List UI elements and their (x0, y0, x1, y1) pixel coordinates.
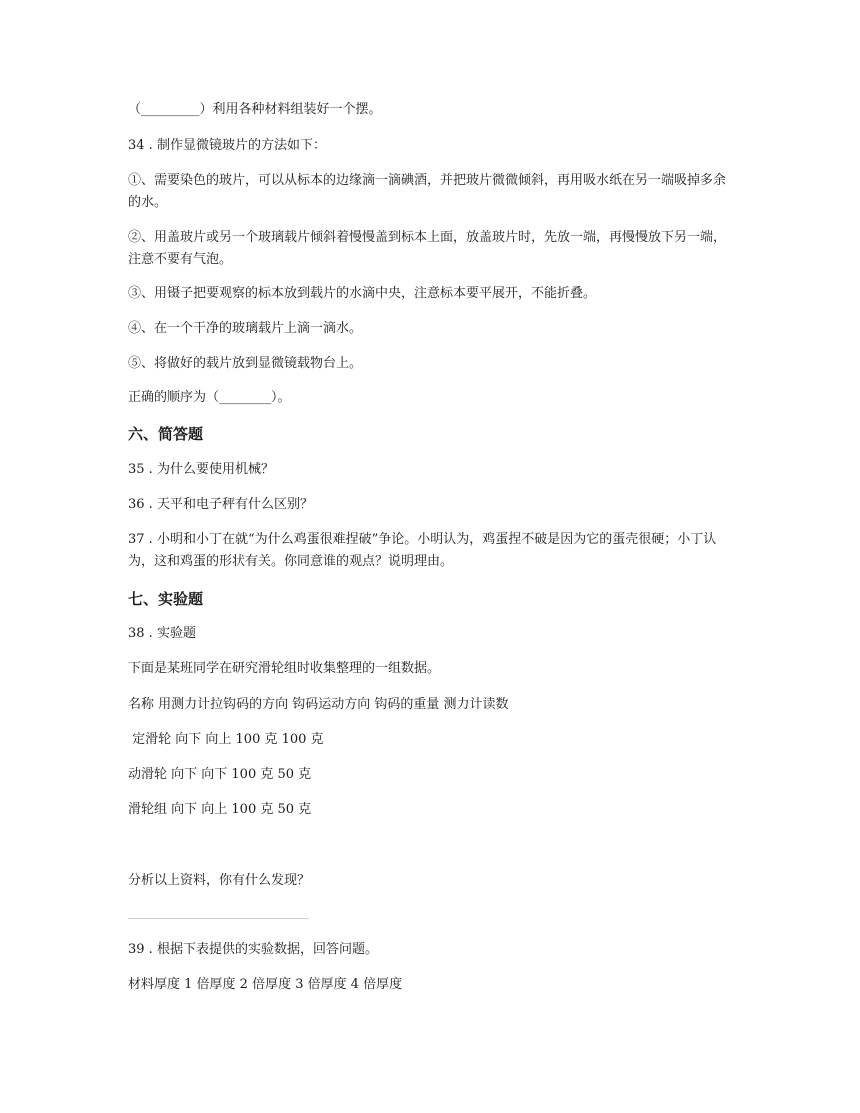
q34-step-4: ④、在一个干净的玻璃载片上滴一滴水。 (128, 321, 363, 336)
q34-step-2: ②、用盖玻片或另一个玻璃载片倾斜着慢慢盖到标本上面，放盖玻片时，先放一端，再慢慢放下另一端，注意不要有气泡。 (128, 230, 727, 267)
q37-paragraph: 37 . 小明和小丁在就“为什么鸡蛋很难捏破”争论。小明认为，鸡蛋捏不破是因为它的蛋壳很硬；小丁认为，这和鸡蛋的形状有关。你同意谁的观点？说明理由。 (128, 532, 717, 569)
q38-table-row: 定滑轮 向下 向上 100 克 100 克 (128, 732, 324, 747)
section-6-heading: 六、简答题 (128, 425, 204, 443)
answer-blank-line (128, 918, 309, 919)
q34-step-1: ①、需要染色的玻片，可以从标本的边缘滴一滴碘酒，并把玻片微微倾斜，再用吸水纸在另一端吸掉多余的水。 (128, 173, 727, 210)
q39-title: 39 . 根据下表提供的实验数据，回答问题。 (128, 942, 378, 957)
q38-table-row: 动滑轮 向下 向下 100 克 50 克 (128, 767, 312, 782)
q33-tail-line: （_________）利用各种材料组装好一个摆。 (128, 102, 382, 117)
q38-intro: 下面是某班同学在研究滑轮组时收集整理的一组数据。 (128, 661, 441, 676)
q38-table-header: 名称 用测力计拉钩码的方向 钩码运动方向 钩码的重量 测力计读数 (128, 697, 509, 712)
q38-table-row: 滑轮组 向下 向上 100 克 50 克 (128, 802, 312, 817)
q34-title: 34 . 制作显微镜玻片的方法如下： (128, 138, 326, 153)
q34-step-5: ⑤、将做好的载片放到显微镜载物台上。 (128, 356, 363, 371)
q35-line: 35 . 为什么要使用机械？ (128, 462, 274, 477)
q38-question: 分析以上资料，你有什么发现？ (128, 873, 311, 888)
q34-answer-line: 正确的顺序为（________）。 (128, 390, 291, 405)
q39-table-header: 材料厚度 1 倍厚度 2 倍厚度 3 倍厚度 4 倍厚度 (128, 977, 403, 992)
q34-step-3: ③、用镊子把要观察的标本放到载片的水滴中央，注意标本要平展开，不能折叠。 (128, 286, 597, 301)
q36-line: 36 . 天平和电子秤有什么区别？ (128, 497, 313, 512)
q38-title: 38 . 实验题 (128, 626, 196, 641)
section-7-heading: 七、实验题 (128, 590, 204, 608)
